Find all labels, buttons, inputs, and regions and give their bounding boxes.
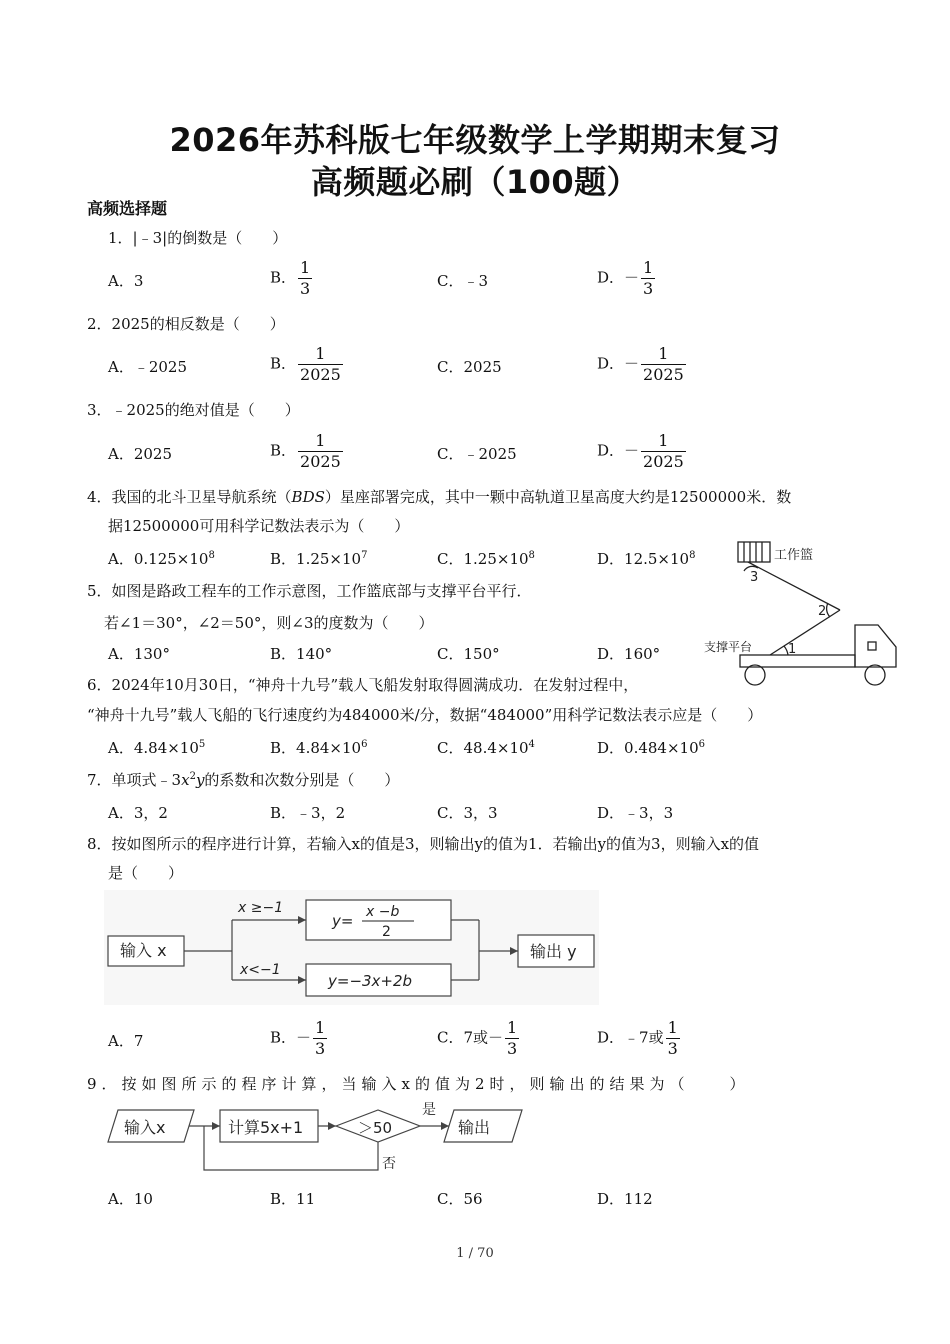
question-9-stem: 9．按如图所示的程序计算，当输入x的值为2时，则输出的结果为（ ） xyxy=(87,1075,750,1093)
condition-bottom: x<−1 xyxy=(240,962,281,978)
question-2-stem: 2．2025的相反数是（ ） xyxy=(87,315,285,333)
q5-option-a: A．130° xyxy=(108,645,170,663)
q4-option-c: C．$1.25\times 10^8$ xyxy=(437,550,535,568)
q2-option-a: A．﹣2025 xyxy=(108,358,188,376)
flow-input-label: 输入x xyxy=(124,1118,166,1137)
q7-option-c: C．3，3 xyxy=(437,804,498,822)
question-4-stem-line2: 据12500000可用科学记数法表示为（ ） xyxy=(108,517,410,535)
fraction: $\frac{1}{3}$ xyxy=(507,1018,518,1058)
q6-option-d: D．$0.484\times 10^6$ xyxy=(597,739,705,757)
page-number: 1 / 70 xyxy=(456,1246,494,1261)
angle-1-label: 1 xyxy=(788,642,797,657)
question-3-stem: 3．﹣2025的绝对值是（ ） xyxy=(87,401,300,419)
q9-option-b: B．11 xyxy=(270,1190,316,1208)
q7-option-b: B．﹣3，2 xyxy=(270,804,346,822)
question-1-stem: 1．|﹣3|的倒数是（ ） xyxy=(108,229,288,247)
q5-option-d: D．160° xyxy=(597,645,661,663)
q2-option-c: C．2025 xyxy=(437,358,502,376)
angle-3-label: 3 xyxy=(750,570,759,585)
fraction: $\frac{1}{3}$ xyxy=(667,1018,678,1058)
q5-option-b: B．140° xyxy=(270,645,333,663)
page-title-line1: 2026年苏科版七年级数学上学期期末复习 xyxy=(169,121,781,159)
flow-compute-label: 计算5x+1 xyxy=(228,1118,304,1137)
wheel xyxy=(865,665,885,685)
basket-shape xyxy=(738,542,770,562)
question-8-stem: 8．按如图所示的程序进行计算，若输入x的值是3，则输出y的值为1．若输出y的值为3，则输入x的值 xyxy=(87,835,760,853)
q8-option-c: C．7或－ $\frac{1}{3}$ xyxy=(437,1018,518,1058)
angle-2-label: 2 xyxy=(818,604,827,619)
q1-option-c: C．﹣3 xyxy=(437,272,489,290)
program-flowchart-8 xyxy=(104,890,599,1005)
q7-option-d: D．﹣3，3 xyxy=(597,804,674,822)
wheel xyxy=(745,665,765,685)
q9-option-d: D．112 xyxy=(597,1190,653,1208)
section-heading: 高频选择题 xyxy=(87,199,168,218)
question-5-stem: 5．如图是路政工程车的工作示意图，工作篮底部与支撑平台平行． xyxy=(87,582,532,600)
formula-top-num: x −b xyxy=(366,904,400,920)
formula-bottom: y=−3x+2b xyxy=(328,972,413,990)
q3-option-d: D．－ $\frac{1}{2025}$ xyxy=(597,431,684,471)
q9-option-c: C．56 xyxy=(437,1190,483,1208)
fraction: $\frac{1}{2025}$ xyxy=(643,431,684,471)
q1-option-a: A．3 xyxy=(108,272,144,290)
q6-option-b: B．$4.84\times 10^6$ xyxy=(270,739,368,757)
upper-arm xyxy=(748,562,840,610)
basket-label: 工作篮 xyxy=(774,548,814,563)
question-5-stem-line2: 若∠1＝30°，∠2＝50°，则∠3的度数为（ ） xyxy=(104,614,434,632)
q3-option-b: B． $\frac{1}{2025}$ xyxy=(270,431,341,471)
fraction: $\frac{1}{2025}$ xyxy=(300,431,341,471)
q3-option-c: C．﹣2025 xyxy=(437,445,517,463)
q4-option-d: D．$12.5\times 10^8$ xyxy=(597,550,696,568)
q2-option-d: D．－ $\frac{1}{2025}$ xyxy=(597,344,684,384)
fraction: $\frac{1}{2025}$ xyxy=(300,344,341,384)
flow-no-label: 否 xyxy=(382,1156,396,1172)
q4-option-b: B．$1.25\times 10^7$ xyxy=(270,550,368,568)
fraction: $\frac{1}{3}$ xyxy=(315,1018,326,1058)
flow-output-label: 输出 xyxy=(458,1118,491,1137)
truck-figure xyxy=(700,535,905,690)
q9-option-a: A．10 xyxy=(108,1190,153,1208)
input-label: 输入 x xyxy=(120,941,167,960)
q3-option-a: A．2025 xyxy=(108,445,173,463)
q8-option-d: D．﹣7或 $\frac{1}{3}$ xyxy=(597,1018,678,1058)
q2-option-b: B． $\frac{1}{2025}$ xyxy=(270,344,341,384)
platform-label: 支撑平台 xyxy=(704,640,753,654)
fraction: $\frac{1}{3}$ xyxy=(643,258,654,298)
q8-option-a: A．7 xyxy=(108,1032,144,1050)
q7-option-a: A．3，2 xyxy=(108,804,168,822)
question-7-stem: 7．单项式$﹣3x^2y$的系数和次数分别是（ ） xyxy=(87,771,400,789)
q5-option-c: C．150° xyxy=(437,645,500,663)
question-6-stem-line2: “神舟十九号”载人飞船的飞行速度约为484000米/分，数据“484000”用科学记数法表示应是（ ） xyxy=(87,706,763,724)
page-title-line2: 高频题必刷（100题） xyxy=(310,163,640,201)
question-8-stem-line2: 是（ ） xyxy=(108,864,184,882)
condition-top: x ≥−1 xyxy=(238,900,284,916)
output-label: 输出 y xyxy=(530,942,577,961)
q4-option-a: A．$0.125\times 10^8$ xyxy=(108,550,215,568)
fraction: $\frac{1}{2025}$ xyxy=(643,344,684,384)
q1-option-d: D．－ $\frac{1}{3}$ xyxy=(597,258,654,298)
q6-option-c: C．$48.4\times 10^4$ xyxy=(437,739,535,757)
q1-option-b: B． $\frac{1}{3}$ xyxy=(270,258,311,298)
program-flowchart-9 xyxy=(104,1098,529,1178)
flow-yes-label: 是 xyxy=(422,1102,436,1118)
flow-condition-label: ＞50 xyxy=(358,1119,393,1137)
q8-option-b: B．－ $\frac{1}{3}$ xyxy=(270,1018,326,1058)
question-6-stem: 6．2024年10月30日，“神舟十九号”载人飞船发射取得圆满成功．在发射过程中， xyxy=(87,676,639,694)
q6-option-a: A．$4.84\times 10^5$ xyxy=(108,739,206,757)
formula-top-prefix: y= xyxy=(332,912,354,930)
formula-top-den: 2 xyxy=(382,924,391,940)
fraction: $\frac{1}{3}$ xyxy=(300,258,311,298)
question-4-stem: 4．我国的北斗卫星导航系统（BDS）星座部署完成，其中一颗中高轨道卫星高度大约是12500000米．数 xyxy=(87,488,792,506)
